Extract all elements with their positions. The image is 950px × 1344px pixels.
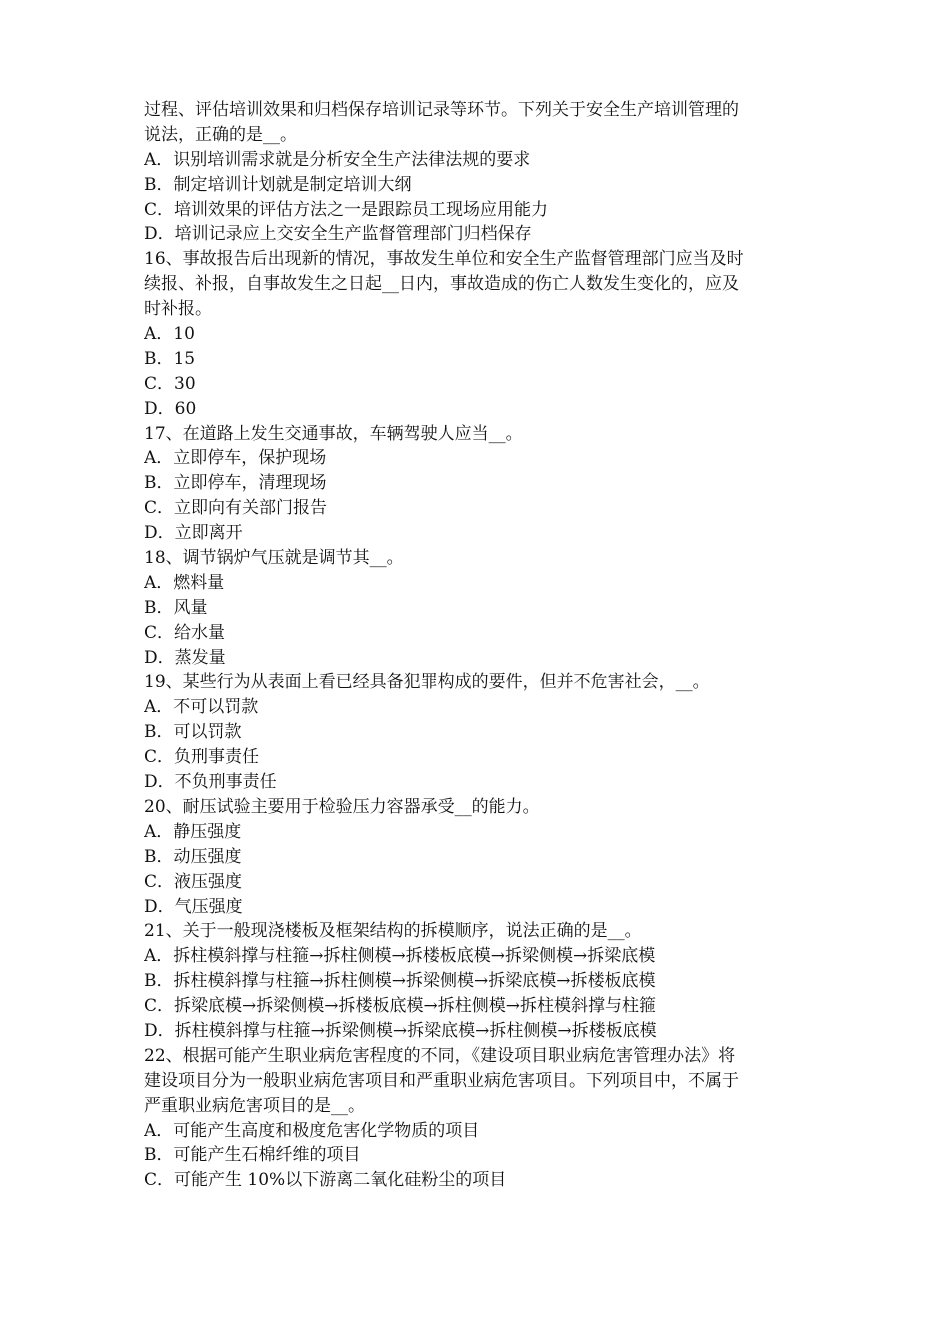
option-line: B．动压强度 — [144, 846, 242, 867]
option-line: D．气压强度 — [144, 896, 243, 917]
option-line: C．立即向有关部门报告 — [144, 498, 328, 519]
option-line: C．拆梁底模→拆梁侧模→拆楼板底模→拆柱侧模→拆柱模斜撑与柱箍 — [144, 996, 656, 1017]
option-line: D．不负刑事责任 — [144, 772, 277, 793]
option-line: A．不可以罚款 — [144, 697, 259, 718]
question-19: 19、某些行为从表面上看已经具备犯罪构成的要件，但并不危害社会，__。 — [144, 672, 710, 693]
option-line: D．立即离开 — [144, 523, 243, 544]
question-21: 21、关于一般现浇楼板及框架结构的拆模顺序，说法正确的是__。 — [144, 921, 642, 942]
option-line: C．30 — [144, 373, 196, 394]
option-line: A．立即停车，保护现场 — [144, 448, 327, 469]
option-line: B．立即停车，清理现场 — [144, 473, 327, 494]
option-line: A．拆柱模斜撑与柱箍→拆柱侧模→拆楼板底模→拆梁侧模→拆梁底模 — [144, 946, 656, 967]
option-line: A．静压强度 — [144, 821, 242, 842]
option-line: C．给水量 — [144, 622, 226, 643]
document-body — [144, 98, 814, 1193]
text-line: 时补报。 — [144, 299, 212, 320]
text-line: 严重职业病危害项目的是__。 — [144, 1095, 365, 1116]
question-18: 18、调节锅炉气压就是调节其__。 — [144, 548, 404, 569]
option-line: B．15 — [144, 348, 196, 369]
text-line: 说法，正确的是__。 — [144, 124, 297, 145]
option-line: A．识别培训需求就是分析安全生产法律法规的要求 — [144, 149, 531, 170]
option-line: B．可能产生石棉纤维的项目 — [144, 1145, 361, 1166]
question-17: 17、在道路上发生交通事故，车辆驾驶人应当__。 — [144, 423, 523, 444]
option-line: D．培训记录应上交安全生产监督管理部门归档保存 — [144, 224, 532, 245]
question-16: 16、事故报告后出现新的情况，事故发生单位和安全生产监督管理部门应当及时 — [144, 249, 744, 270]
text-line: 续报、补报，自事故发生之日起__日内，事故造成的伤亡人数发生变化的，应及 — [144, 274, 739, 295]
option-line: B．拆柱模斜撑与柱箍→拆柱侧模→拆梁侧模→拆梁底模→拆楼板底模 — [144, 971, 656, 992]
option-line: D．拆柱模斜撑与柱箍→拆梁侧模→拆梁底模→拆柱侧模→拆楼板底模 — [144, 1020, 657, 1041]
option-line: C．培训效果的评估方法之一是跟踪员工现场应用能力 — [144, 199, 549, 220]
option-line: B．制定培训计划就是制定培训大纲 — [144, 174, 412, 195]
option-line: A．可能产生高度和极度危害化学物质的项目 — [144, 1120, 480, 1141]
option-line: A．10 — [144, 324, 195, 345]
option-line: C．可能产生 10%以下游离二氧化硅粉尘的项目 — [144, 1170, 507, 1191]
option-line: A．燃料量 — [144, 572, 225, 593]
option-line: D．60 — [144, 398, 197, 419]
option-line: C．液压强度 — [144, 871, 243, 892]
text-line: 过程、评估培训效果和归档保存培训记录等环节。下列关于安全生产培训管理的 — [144, 100, 739, 120]
text-line: 建设项目分为一般职业病危害项目和严重职业病危害项目。下列项目中，不属于 — [144, 1070, 739, 1091]
option-line: B．可以罚款 — [144, 722, 242, 743]
question-22: 22、根据可能产生职业病危害程度的不同，《建设项目职业病危害管理办法》将 — [144, 1045, 736, 1066]
option-line: C．负刑事责任 — [144, 747, 260, 768]
question-20: 20、耐压试验主要用于检验压力容器承受__的能力。 — [144, 796, 540, 817]
option-line: B．风量 — [144, 597, 208, 618]
option-line: D．蒸发量 — [144, 647, 226, 668]
